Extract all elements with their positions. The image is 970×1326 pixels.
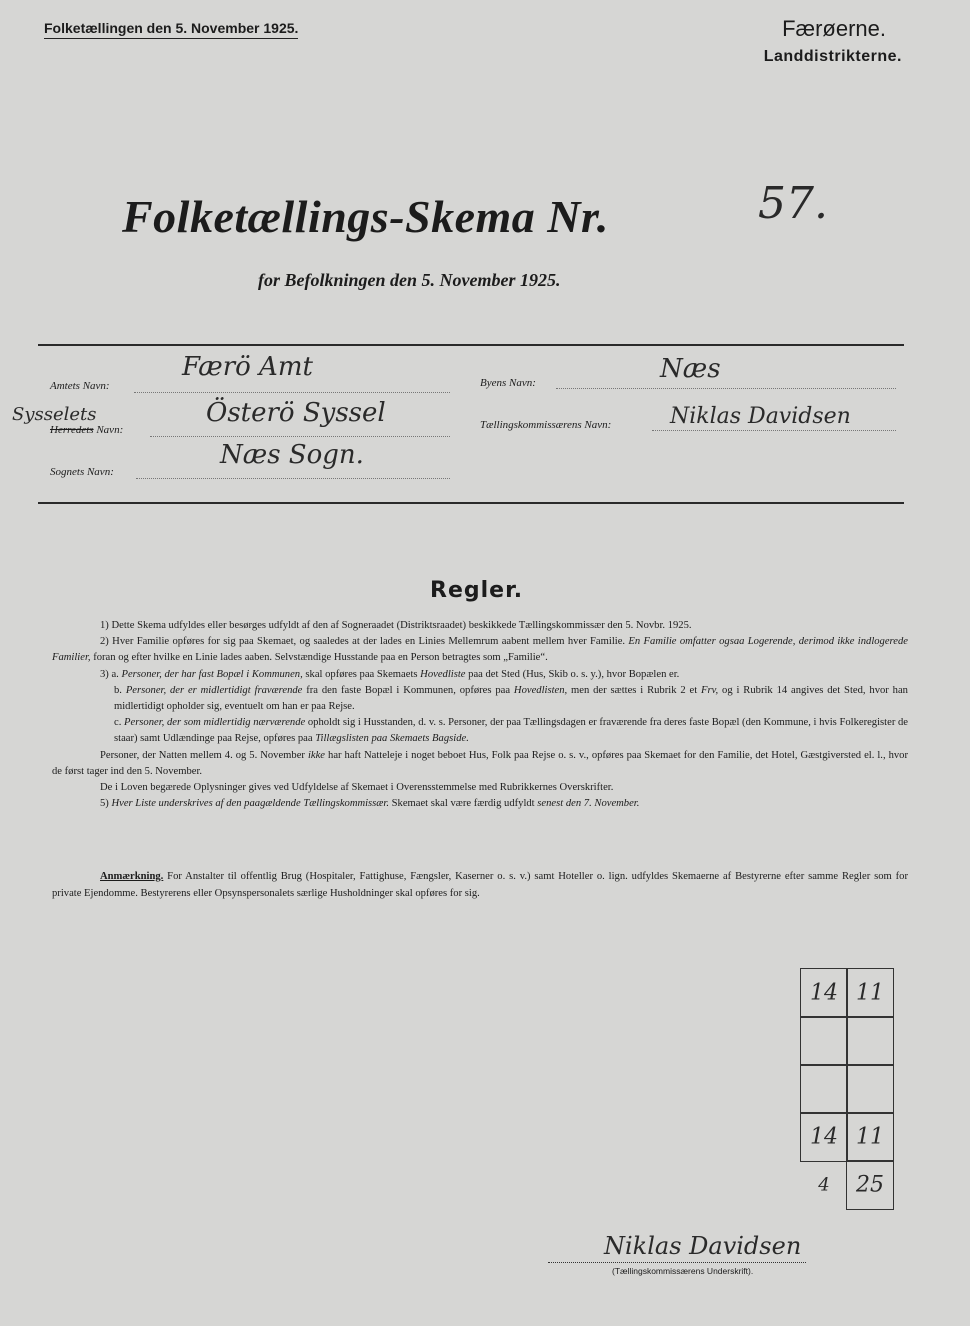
rule-3a: 3) a. Personer, der har fast Bopæl i Kommunen, skal opføres paa Skemaets Hovedliste paa det Sted (Hus, Skib o. s. y.), hvor Bopælen er. [100, 668, 680, 680]
kommissaer-label: Tællingskommissærens Navn: [480, 419, 612, 431]
herred-value: Österö Syssel [206, 398, 386, 428]
by-line [556, 388, 896, 389]
herred-struck-word: Herredets [50, 424, 94, 436]
form-subtitle: for Befolkningen den 5. November 1925. [258, 270, 561, 290]
kommissaer-line [652, 430, 896, 431]
tally-cell: 14 [800, 968, 848, 1018]
top-rule [38, 344, 904, 346]
tally-cell: 11 [846, 1112, 894, 1162]
tally-cell [800, 1064, 848, 1114]
rules-title: Regler. [430, 578, 524, 603]
tally-cell [846, 1016, 894, 1066]
signature-line [548, 1262, 806, 1263]
sogn-line [136, 478, 450, 479]
tally-cell [800, 1016, 848, 1066]
by-label: Byens Navn: [480, 377, 536, 389]
commissioner-signature: Niklas Davidsen [604, 1232, 802, 1260]
amt-value: Færö Amt [182, 352, 313, 382]
rule-1: 1) Dette Skema udfyldes eller besørges udfyldt af den af Sogneraadet (Distriktsraadet) beskikkede Tællingskommissær den 5. Novbr. 1925. [100, 620, 692, 631]
amt-line [134, 392, 450, 393]
amt-label: Amtets Navn: [50, 380, 110, 392]
rules-text [52, 618, 908, 812]
tally-grid [800, 968, 894, 1210]
tally-cell: 11 [846, 968, 894, 1018]
tally-cell: 25 [846, 1160, 894, 1210]
region-title: Færøerne. [782, 16, 886, 41]
tally-cell: 14 [800, 1112, 848, 1162]
sogn-label: Sognets Navn: [50, 466, 114, 478]
rule-4: De i Loven begærede Oplysninger gives ved Udfyldelse af Skemaet i Overensstemmelse med Rubrikkernes Overskrifter. [100, 782, 614, 794]
rule-3c: c. Personer, der som midlertidig nærværende opholdt sig i Husstanden, d. v. s. Personer, der paa Tællingsdagen er fraværende fra deres faste Bopæl (den Kommune, i hvis Folkeregister de staar) samt Udlændinge paa Rejse, opføres paa Tillægslisten paa Skemaets Bagside. [114, 717, 908, 745]
herred-margin-correction: Sysselets [12, 404, 97, 425]
census-date-header: Folketællingen den 5. November 1925. [44, 20, 298, 39]
form-title: Folketællings-Skema Nr. [122, 191, 609, 242]
schema-number-handwritten: 57. [758, 178, 828, 229]
note-paragraph [52, 868, 908, 902]
tally-cell [846, 1064, 894, 1114]
herred-line [150, 436, 450, 437]
rule-3d: Personer, der Natten mellem 4. og 5. November ikke har haft Natteleje i noget beboet Hus, Folk paa Rejse o. s. v., opføres paa Skemaet for den Familie, det Hotel, Gæstgiversted el. l., hvor de først tager ind den 5. November. [52, 749, 908, 777]
herred-label [50, 424, 123, 436]
rule-5: 5) Hver Liste underskrives af den paagældende Tællingskommissær. Skemaet skal være færdig udfyldt senest den 7. November. [100, 798, 640, 810]
rule-3b: b. Personer, der er midlertidigt fraværende fra den faste Bopæl i Kommunen, opføres paa Hovedlisten, men der sættes i Rubrik 2 et Frv, og i Rubrik 14 angives det Sted, hvor han midlertidigt opholder sig, eventuelt om han er paa Rejse. [114, 684, 908, 713]
note-text: For Anstalter til offentlig Brug (Hospitaler, Fattighuse, Fængsler, Kaserner o. s. v.) samt Hoteller o. lign. udfyldes Skemaerne af Bestyrerne efter samme Regler som for private Ejendomme. Bestyrerens eller Opsynspersonalets særlige Husholdninger skal opføres for sig. [52, 871, 908, 899]
district-subtitle: Landdistrikterne. [763, 48, 902, 65]
kommissaer-value: Niklas Davidsen [670, 404, 851, 429]
note-label: Anmærkning. [100, 871, 164, 882]
bottom-rule [38, 502, 904, 504]
by-value: Næs [660, 354, 721, 384]
herred-label-rest: Navn: [96, 424, 124, 436]
tally-cell: 4 [818, 1174, 830, 1196]
signature-caption: (Tællingskommissærens Underskrift). [612, 1266, 754, 1276]
sogn-value: Næs Sogn. [220, 440, 364, 470]
rule-2: 2) Hver Familie opføres for sig paa Skemaet, og saaledes at der lades en Linies Mellemrum aabent mellem hver Familie. En Familie omfatter ogsaa Logerende, derimod ikke indlogerede Familier, foran og efter hvilke en Linie lades aaben. Selvstændige Husstande paa en Person betragtes som „Familie“. [52, 636, 908, 664]
